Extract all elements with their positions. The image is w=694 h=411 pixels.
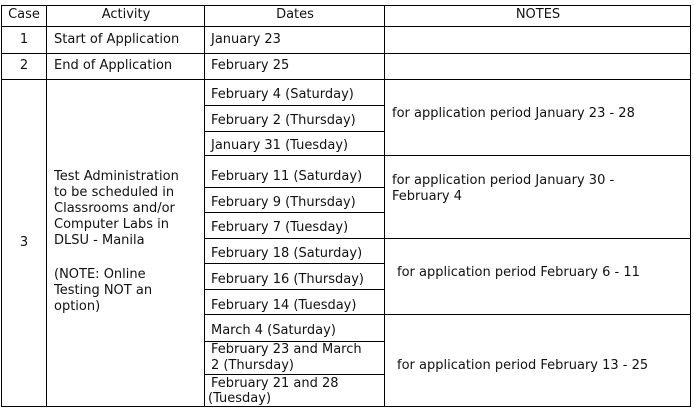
activity-line: Classrooms and/or [54,201,175,216]
note: for application period January 23 - 28 [392,106,635,121]
date-divider [204,187,384,188]
column-divider [204,5,205,407]
header-case: Case [8,7,40,22]
date-divider [204,374,384,375]
activity: Start of Application [54,32,180,47]
note: for application period February 13 - 25 [397,358,649,373]
activity-line: Test Administration [54,169,179,184]
activity-line: DLSU - Manila [54,233,145,248]
activity-line: to be scheduled in [54,185,175,200]
row-divider [1,53,691,54]
date-divider [204,263,384,264]
note: for application period February 6 - 11 [397,265,640,280]
case-number: 3 [19,235,29,250]
header-dates: Dates [276,7,314,22]
table-border-bottom [1,406,691,407]
case-number: 2 [19,58,29,73]
table-border-right [690,5,691,407]
date: 2 (Thursday) [211,358,294,373]
row-divider [1,26,691,27]
activity-note-line: (NOTE: Online [54,267,146,282]
date: February 4 (Saturday) [211,87,354,102]
case-number: 1 [19,32,29,47]
date: February 25 [211,58,290,73]
date: February 18 (Saturday) [211,246,363,261]
group-divider [204,314,691,315]
group-divider [204,155,691,156]
date: February 16 (Thursday) [211,272,365,287]
date: February 11 (Saturday) [211,169,363,184]
date: March 4 (Saturday) [211,323,336,338]
date: February 23 and March [211,342,362,357]
date-divider [204,131,384,132]
header-activity: Activity [101,7,151,22]
schedule-table [1,5,691,407]
date: January 31 (Tuesday) [211,138,349,153]
date-divider [204,212,384,213]
note: for application period January 30 - [392,173,615,188]
date: February 21 and 28 [211,376,339,391]
activity-line: Computer Labs in [54,217,169,232]
header-notes: NOTES [515,7,561,22]
activity-note-line: option) [54,299,101,314]
date: January 23 [211,32,281,47]
activity-note-line: Testing NOT an [54,283,153,298]
date-divider [204,105,384,106]
date: February 9 (Thursday) [211,195,356,210]
date-divider [204,289,384,290]
row-divider [1,79,691,80]
date: (Tuesday) [208,391,272,406]
group-divider [204,238,691,239]
date: February 2 (Thursday) [211,113,356,128]
table-border-top [1,5,691,6]
note: February 4 [392,189,463,204]
date: February 14 (Tuesday) [211,298,357,313]
activity: End of Application [54,58,173,73]
column-divider [384,5,385,407]
date: February 7 (Tuesday) [211,220,349,235]
